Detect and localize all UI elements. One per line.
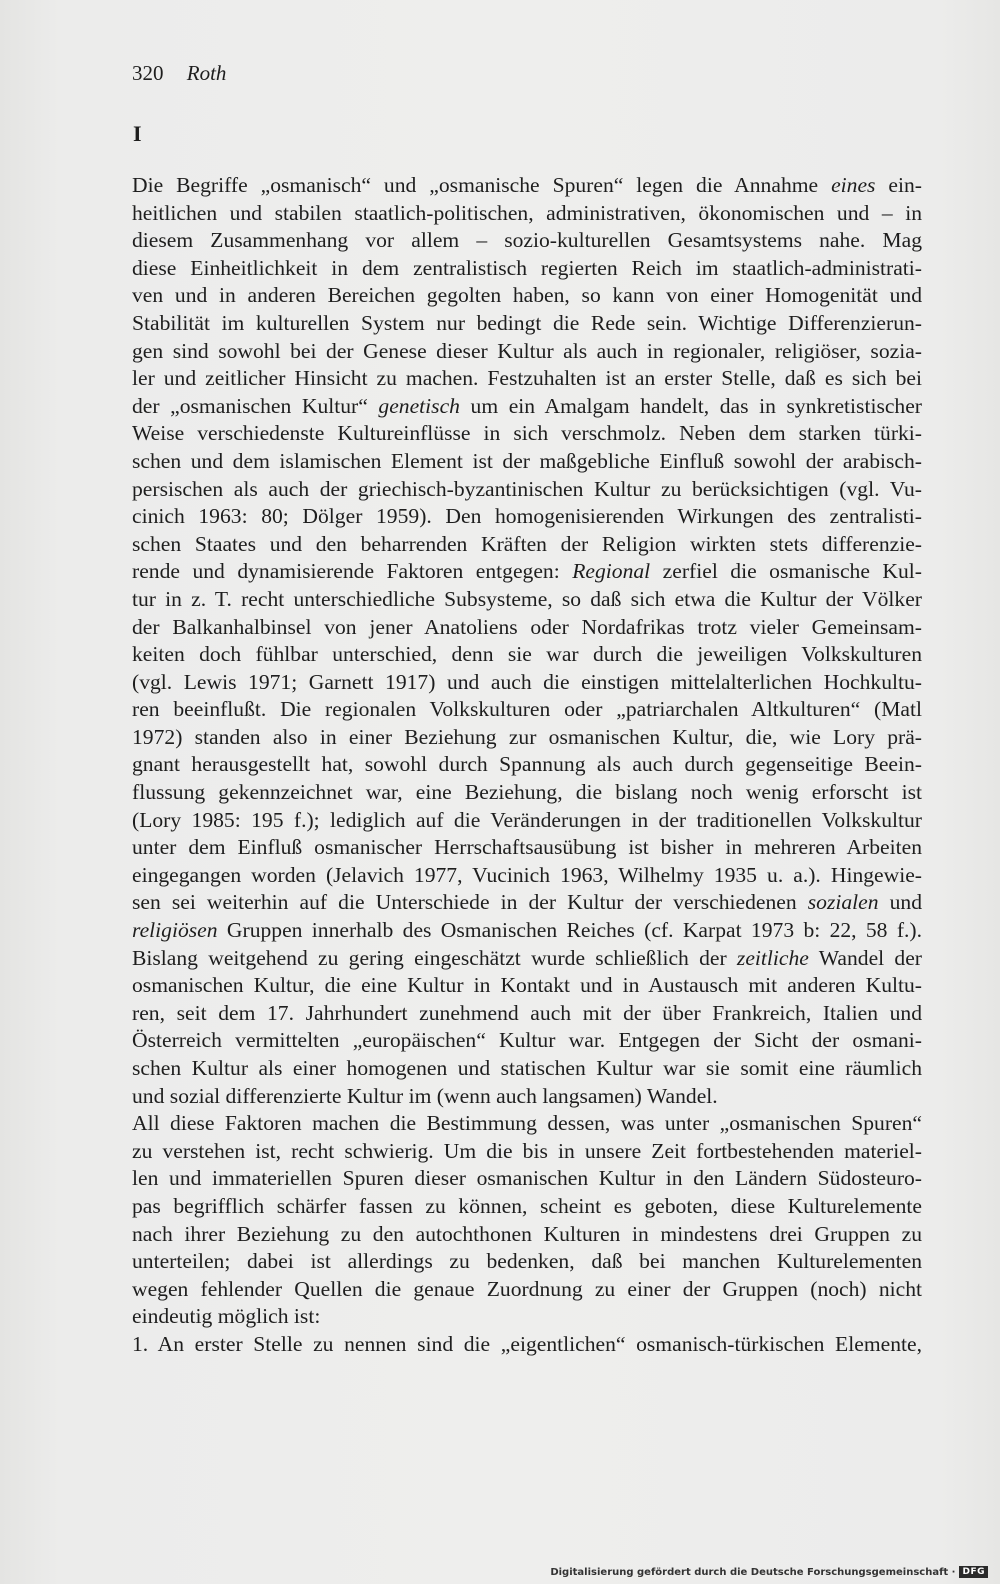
text-line: [132, 558, 922, 586]
text-run: ren beeinflußt. Die regionalen Volkskulturen oder „patriarchalen Altkulturen“ (Matl: [132, 697, 922, 722]
italic-run: Regional: [572, 559, 651, 584]
text-run: cinich 1963: 80; Dölger 1959). Den homogenisierenden Wirkungen des zentralisti-: [132, 504, 922, 529]
text-line: [132, 531, 922, 559]
text-line: [132, 365, 922, 393]
text-line: [132, 420, 922, 448]
text-line: [132, 200, 922, 228]
text-run: Die Begriffe „osmanisch“ und „osmanische Spuren“ legen die Annahme: [132, 173, 832, 197]
footer-text: Digitalisierung gefördert durch die Deutsche Forschungsgemeinschaft ·: [550, 1566, 956, 1578]
text-run: osmanischen Kultur, die eine Kultur in Kontakt und in Austausch mit anderen Kultu-: [132, 973, 922, 998]
text-run: gnant herausgestellt hat, sowohl durch Spannung als auch durch gegenseitige Beein-: [132, 752, 922, 777]
text-run: flussung gekennzeichnet war, eine Beziehung, die bislang noch wenig erforscht ist: [132, 780, 922, 805]
dfg-logo: DFG: [959, 1566, 988, 1578]
text-run: wegen fehlender Quellen die genaue Zuordnung zu einer der Gruppen (noch) nicht: [132, 1276, 922, 1301]
text-run: eingegangen worden (Jelavich 1977, Vucinich 1963, Wilhelmy 1935 u. a.). Hingewie-: [132, 862, 922, 887]
text-run: und sozial differenzierte Kultur im (wenn auch langsamen) Wandel.: [132, 1083, 718, 1108]
text-line: [132, 586, 922, 614]
text-run: diesem Zusammenhang vor allem – sozio-kulturellen Gesamtsystems nahe. Mag: [132, 228, 922, 253]
text-run: 1972) standen also in einer Beziehung zur osmanischen Kultur, die, wie Lory prä-: [132, 724, 922, 749]
text-run: keiten doch fühlbar unterschied, denn sie war durch die jeweiligen Volkskulturen: [132, 642, 922, 667]
text-line: [132, 1303, 922, 1331]
text-line: [132, 1193, 922, 1221]
text-run: Weise verschiedenste Kultureinflüsse in sich verschmolz. Neben dem starken türki-: [132, 421, 922, 446]
text-line: [132, 227, 922, 255]
section-heading: I: [133, 121, 142, 146]
digitization-footer: [550, 1566, 988, 1578]
text-run: Österreich vermittelten „europäischen“ Kultur war. Entgegen der Sicht der osmani-: [132, 1028, 922, 1053]
text-run: ren, seit dem 17. Jahrhundert zunehmend auch mit der über Frankreich, Italien und: [132, 1000, 922, 1025]
text-line: [132, 669, 922, 697]
text-line: [132, 779, 922, 807]
text-run: und: [878, 890, 922, 915]
text-line: [132, 614, 922, 642]
text-run: eindeutig möglich ist:: [132, 1304, 321, 1329]
text-run: persischen als auch der griechisch-byzantinischen Kultur zu berücksichtigen (vgl. Vu-: [132, 476, 922, 501]
text-line: [132, 1083, 922, 1111]
text-line: [132, 282, 922, 310]
text-line: [132, 1165, 922, 1193]
text-line: [132, 1055, 922, 1083]
text-line: [132, 1276, 922, 1304]
italic-run: religiösen: [132, 918, 218, 943]
page-number: 320: [132, 61, 164, 85]
text-line: [132, 476, 922, 504]
text-line: [132, 255, 922, 283]
text-line: [132, 1221, 922, 1249]
text-run: len und immateriellen Spuren dieser osmanischen Kultur in den Ländern Südosteuro-: [132, 1166, 922, 1191]
text-run: unterteilen; dabei ist allerdings zu bedenken, daß bei manchen Kulturelementen: [132, 1249, 922, 1274]
text-line: [132, 945, 922, 973]
italic-run: genetisch: [378, 393, 460, 418]
text-run: heitlichen und stabilen staatlich-politischen, administrativen, ökonomischen und – in: [132, 200, 922, 225]
text-run: um ein Amalgam handelt, das in synkretistischer: [459, 393, 922, 418]
text-run: pas begrifflich schärfer fassen zu können, scheint es geboten, diese Kulturelemente: [132, 1193, 922, 1218]
text-run: (vgl. Lewis 1971; Garnett 1917) und auch die einstigen mittelalterlichen Hochkultu-: [132, 669, 922, 694]
text-line: [132, 641, 922, 669]
text-run: Stabilität im kulturellen System nur bedingt die Rede sein. Wichtige Differenzierun-: [132, 310, 922, 335]
text-run: tur in z. T. recht unterschiedliche Subsysteme, so daß sich etwa die Kultur der Völker: [132, 586, 922, 611]
text-line: [132, 834, 922, 862]
text-run: nach ihrer Beziehung zu den autochthonen Kulturen in mindestens drei Gruppen zu: [132, 1221, 922, 1246]
running-head-author: Roth: [186, 61, 227, 85]
italic-run: eines: [831, 173, 876, 197]
text-run: rende und dynamisierende Faktoren entgegen:: [132, 559, 573, 584]
text-run: Bislang weitgehend zu gering eingeschätzt wurde schließlich der: [132, 945, 737, 970]
text-run: Wandel der: [808, 945, 922, 970]
italic-run: zeitliche: [736, 945, 809, 970]
text-line: [132, 393, 922, 421]
text-line: [132, 696, 922, 724]
text-run: unter dem Einfluß osmanischer Herrschaftsausübung ist bisher in mehreren Arbeiten: [132, 835, 922, 860]
text-line: [132, 751, 922, 779]
text-line: [132, 310, 922, 338]
text-run: schen Kultur als einer homogenen und statischen Kultur war sie somit eine räumlich: [132, 1056, 922, 1080]
text-line: [132, 172, 922, 200]
text-run: gen sind sowohl bei der Genese dieser Kultur als auch in regionaler, religiöser, sozia-: [132, 338, 922, 363]
body-text: [132, 172, 922, 1359]
text-line: [132, 1331, 922, 1359]
text-line: [132, 338, 922, 366]
italic-run: sozialen: [807, 890, 879, 915]
text-line: [132, 1110, 922, 1138]
text-run: der Balkanhalbinsel von jener Anatoliens oder Nordafrikas trotz vieler Gemeinsam-: [132, 614, 922, 639]
text-run: 1. An erster Stelle zu nennen sind die „eigentlichen“ osmanisch-türkischen Elemente,: [132, 1331, 922, 1356]
text-run: diese Einheitlichkeit in dem zentralistisch regierten Reich im staatlich-administrati-: [132, 255, 922, 280]
text-line: [132, 1027, 922, 1055]
text-run: ven und in anderen Bereichen gegolten haben, so kann von einer Homogenität und: [132, 283, 922, 308]
text-run: schen Staates und den beharrenden Kräften der Religion wirkten stets differenzie-: [132, 531, 922, 556]
text-run: Gruppen innerhalb des Osmanischen Reiches (cf. Karpat 1973 b: 22, 58 f.).: [217, 918, 922, 943]
text-run: ler und zeitlicher Hinsicht zu machen. Festzuhalten ist an erster Stelle, daß es sich bei: [132, 366, 922, 391]
text-run: All diese Faktoren machen die Bestimmung dessen, was unter „osmanischen Spuren“: [132, 1111, 922, 1136]
text-run: der „osmanischen Kultur“: [132, 393, 379, 418]
text-run: ein-: [875, 173, 922, 197]
text-line: [132, 1138, 922, 1166]
text-run: schen und dem islamischen Element ist der maßgebliche Einfluß sowohl der arabisch-: [132, 448, 922, 473]
running-header: [132, 60, 226, 86]
text-line: [132, 1000, 922, 1028]
text-line: [132, 917, 922, 945]
text-line: [132, 862, 922, 890]
text-run: (Lory 1985: 195 f.); lediglich auf die Veränderungen in der traditionellen Volkskultur: [132, 807, 922, 832]
text-run: zerfiel die osmanische Kul-: [650, 559, 922, 584]
text-line: [132, 972, 922, 1000]
text-line: [132, 889, 922, 917]
text-line: [132, 807, 922, 835]
text-line: [132, 724, 922, 752]
text-line: [132, 448, 922, 476]
text-line: [132, 503, 922, 531]
text-run: zu verstehen ist, recht schwierig. Um die bis in unsere Zeit fortbestehenden materiel-: [132, 1138, 922, 1163]
text-run: sen sei weiterhin auf die Unterschiede in der Kultur der verschiedenen: [132, 890, 808, 915]
text-line: [132, 1248, 922, 1276]
